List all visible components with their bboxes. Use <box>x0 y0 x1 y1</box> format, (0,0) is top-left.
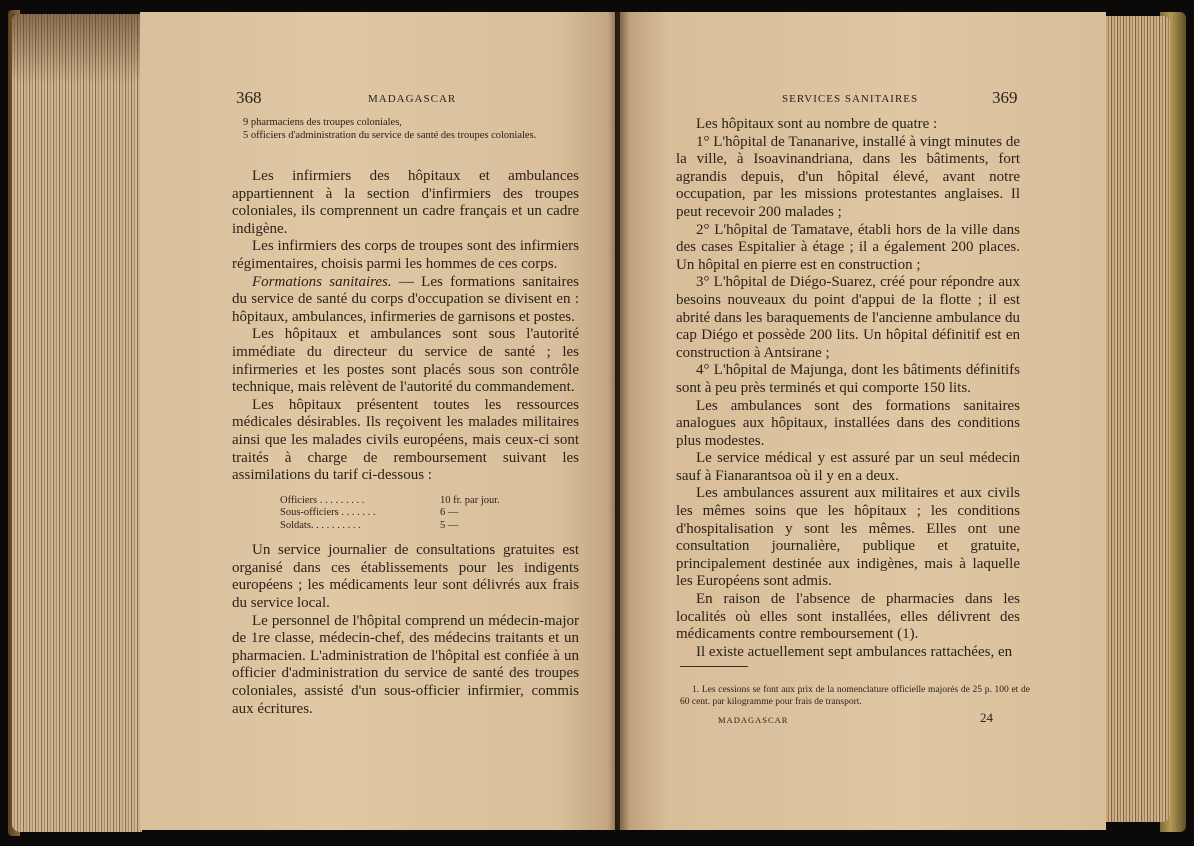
page-edges-right <box>1100 16 1170 822</box>
left-page-number: 368 <box>236 88 262 107</box>
tariff-label: Sous-officiers . . . . . . . <box>280 507 376 519</box>
paragraph: En raison de l'absence de pharmacies dans les localités où elles sont installées, elles délivrent des médicaments contre remboursement (1). <box>676 591 1020 643</box>
tariff-label: Officiers . . . . . . . . . <box>280 494 365 506</box>
tariff-amount: 6 — <box>440 507 459 519</box>
paragraph: Les infirmiers des hôpitaux et ambulances appartiennent à la section d'infirmiers des troupes coloniales, ils comprennent un cadre français et un cadre indigène. <box>232 168 579 237</box>
paragraph: Un service journalier de consultations gratuites est organisé dans ces établissements pour les indigents européens ; les médicaments leur sont délivrés aux frais du service local. <box>232 542 579 611</box>
paragraph: 2° L'hôpital de Tamatave, établi hors de la ville dans des cases Espitalier à étage ; il a également 200 places. Un hôpital en pierre est en construction ; <box>676 221 1020 273</box>
paragraph: Les hôpitaux sont au nombre de quatre : <box>696 116 938 132</box>
paragraph: Les hôpitaux présentent toutes les ressources médicales désirables. Ils reçoivent les malades militaires ainsi que les malades civils européens, mais ceux-ci sont traités à charge de remboursement suivant les assimilations du tarif ci-dessous : <box>232 396 579 484</box>
signature-number: 24 <box>980 710 993 725</box>
paragraph: Les hôpitaux et ambulances sont sous l'autorité immédiate du directeur du service de santé ; les infirmeries et les postes sont placés sous son contrôle technique, mais relèvent de l'autorité du commandement. <box>232 326 579 396</box>
table-row <box>280 495 579 508</box>
paragraph: Les infirmiers des corps de troupes sont des infirmiers régimentaires, choisis parmi les hommes de ces corps. <box>232 238 579 272</box>
table-row <box>280 507 579 520</box>
right-body <box>676 116 1020 661</box>
book-gutter <box>608 12 630 830</box>
page-edges-left <box>12 14 142 832</box>
tariff-amount: 10 fr. par jour. <box>440 494 500 506</box>
tariff-label: Soldats. . . . . . . . . . <box>280 519 361 531</box>
page-edges-shadow <box>12 14 142 84</box>
formations-paragraph <box>232 274 579 327</box>
paragraph: 3° L'hôpital de Diégo-Suarez, créé pour répondre aux besoins nouveaux du point d'appui de la flotte ; il est abrité dans les baraquements de l'ancienne ambulance du cap Diégo et possède 200 lits. Un hôpital définitif est en construction à Antsirane ; <box>676 274 1020 361</box>
paragraph: 1° L'hôpital de Tananarive, installé à vingt minutes de la ville, à Isoavinandriana, dans les bâtiments, fort agrandis depuis, d'un hôpital élevé, avant notre occupation, par les missions protestantes anglaises. Il peut recevoir 200 malades ; <box>676 133 1020 220</box>
tariff-amount: 5 — <box>440 519 459 531</box>
tariff-table <box>280 495 579 533</box>
signature-mark: MADAGASCAR <box>718 715 789 725</box>
paragraph: Les ambulances assurent aux militaires et aux civils les mêmes soins que les hôpitaux ; les conditions d'hospitalisation y sont les mêmes. Elles ont une consultation journalière, publique et gratuite, principalement destinée aux indigènes, mais à laquelle les Européens sont admis. <box>676 485 1020 590</box>
paragraph: Les ambulances sont des formations sanitaires analogues aux hôpitaux, installées dans des conditions plus modestes. <box>676 397 1020 449</box>
table-row <box>280 520 579 533</box>
section-text: — Les formations sanitaires du service de santé du corps d'occupation se divisent en : hôpitaux, ambulances, infirmeries de garnisons et postes. <box>232 273 579 325</box>
left-running-head: MADAGASCAR <box>368 93 457 105</box>
footnote: 1. Les cessions se font aux prix de la nomenclature officielle majorés de 25 p. 100 et de 60 cent. par kilogramme pour frais de transport. <box>680 685 1030 707</box>
right-page-number: 369 <box>992 88 1018 107</box>
footnote-rule <box>680 666 748 667</box>
paragraph: Le service médical y est assuré par un seul médecin sauf à Fianarantsoa où il y en a deux. <box>676 450 1020 484</box>
right-running-head: SERVICES SANITAIRES <box>782 93 919 105</box>
paragraph: 4° L'hôpital de Majunga, dont les bâtiments définitifs sont à peu près terminés et qui comporte 150 lits. <box>676 362 1020 396</box>
left-body <box>232 168 579 718</box>
list-item: 5 officiers d'administration du service de santé des troupes coloniales. <box>243 130 537 141</box>
left-list <box>243 116 579 142</box>
section-title: Formations sanitaires. <box>252 273 392 290</box>
list-item: 9 pharmaciens des troupes coloniales, <box>243 117 402 128</box>
paragraph: Il existe actuellement sept ambulances rattachées, en <box>696 643 1013 660</box>
paragraph: Le personnel de l'hôpital comprend un médecin-major de 1re classe, médecin-chef, des médecins traitants et un pharmacien. L'administration de l'hôpital est confiée à un officier d'administration du service de santé des troupes coloniales, assisté d'un sous-officier infirmier, commis aux écritures. <box>232 612 579 717</box>
